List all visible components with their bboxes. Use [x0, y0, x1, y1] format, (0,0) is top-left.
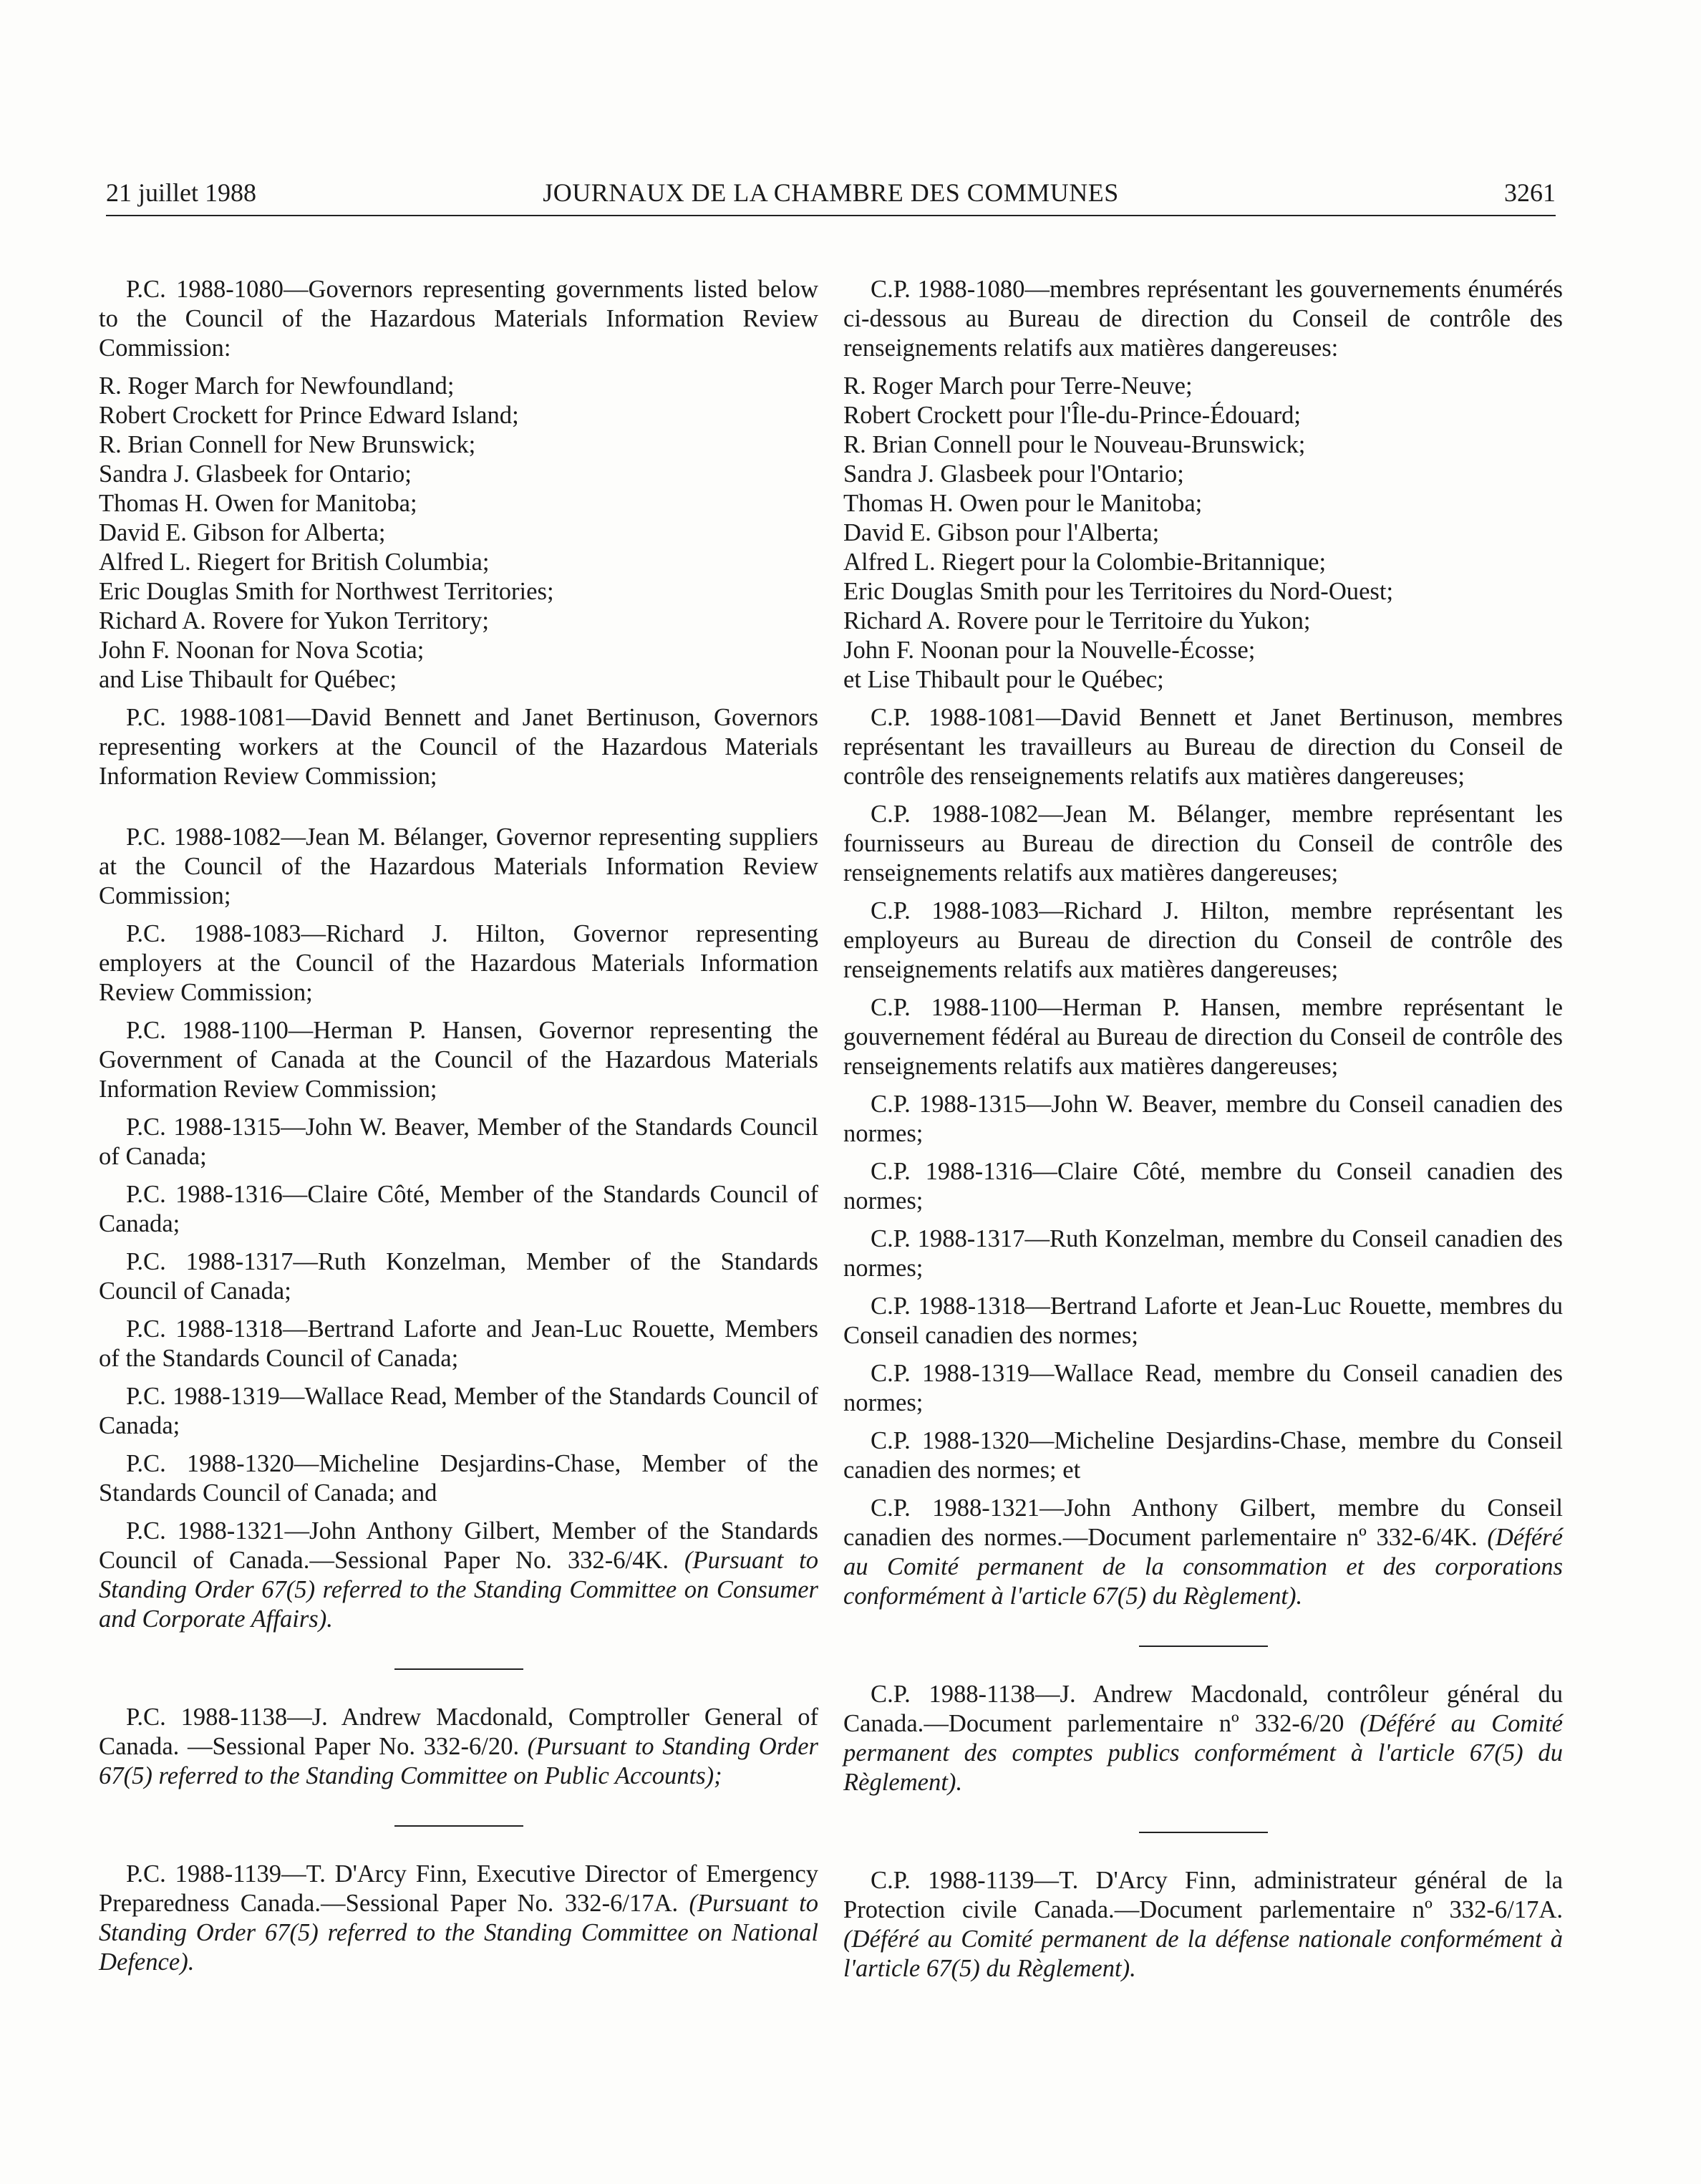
order-1988-1318: P.C. 1988-1318—Bertrand Laforte and Jean-Luc Rouette, Members of the Standards Council of Canada; — [99, 1315, 818, 1372]
order-1988-1080-fr: C.P. 1988-1080—membres représentant les gouvernements énumérés ci-dessous au Bureau de direction du Conseil de contrôle des renseignements relatifs aux matières dangereuses: — [843, 276, 1563, 362]
referral-note: (Pursuant to Standing Order 67(5) referred to the Standing Committee on Consumer and Corporate Affairs). — [99, 1547, 818, 1633]
referral-note: (Déféré au Comité permanent de la consommation et des corporations conformément à l'article 67(5) du Règlement). — [843, 1524, 1563, 1610]
list-item: Eric Douglas Smith for Northwest Territories; — [99, 578, 554, 605]
order-1988-1081: P.C. 1988-1081—David Bennett and Janet Bertinuson, Governors representing workers at the Council of the Hazardous Materials Information Review Commission; — [99, 704, 818, 790]
list-item: Thomas H. Owen pour le Manitoba; — [843, 490, 1203, 517]
list-item: R. Roger March pour Terre-Neuve; — [843, 372, 1193, 400]
governors-list-fr — [843, 372, 1563, 695]
list-item: et Lise Thibault pour le Québec; — [843, 666, 1164, 693]
order-1988-1139 — [99, 1860, 818, 1977]
order-1988-1139-fr — [843, 1866, 1563, 1984]
list-item: Richard A. Rovere pour le Territoire du Yukon; — [843, 607, 1311, 634]
order-1988-1319: P.C. 1988-1319—Wallace Read, Member of the Standards Council of Canada; — [99, 1383, 818, 1439]
order-1988-1320-fr: C.P. 1988-1320—Micheline Desjardins-Chase, membre du Conseil canadien des normes; et — [843, 1427, 1563, 1484]
order-1988-1319-fr: C.P. 1988-1319—Wallace Read, membre du Conseil canadien des normes; — [843, 1360, 1563, 1416]
list-item: Eric Douglas Smith pour les Territoires du Nord-Ouest; — [843, 578, 1394, 605]
referral-note: (Déféré au Comité permanent de la défense nationale conformément à l'article 67(5) du Règlement). — [843, 1926, 1563, 1982]
order-1988-1315-fr: C.P. 1988-1315—John W. Beaver, membre du Conseil canadien des normes; — [843, 1091, 1563, 1147]
section-divider — [1139, 1832, 1268, 1833]
referral-note: (Pursuant to Standing Order 67(5) referred to the Standing Committee on Public Accounts); — [99, 1733, 819, 1789]
referral-note: (Déféré au Comité permanent des comptes publics conformément à l'article 67(5) du Règlement). — [843, 1710, 1563, 1796]
list-item: Alfred L. Riegert pour la Colombie-Britannique; — [843, 549, 1327, 576]
order-1988-1317: P.C. 1988-1317—Ruth Konzelman, Member of the Standards Council of Canada; — [99, 1248, 818, 1305]
running-header — [106, 178, 1556, 216]
order-1988-1320: P.C. 1988-1320—Micheline Desjardins-Chase, Member of the Standards Council of Canada; and — [99, 1450, 818, 1507]
french-column — [843, 275, 1563, 1992]
list-item: Sandra J. Glasbeek pour l'Ontario; — [843, 460, 1184, 488]
list-item: and Lise Thibault for Québec; — [99, 666, 397, 693]
list-item: David E. Gibson for Alberta; — [99, 519, 386, 546]
order-1988-1100-fr: C.P. 1988-1100—Herman P. Hansen, membre représentant le gouvernement fédéral au Bureau de direction du Conseil de contrôle des renseignements relatifs aux matières dangereuses; — [843, 994, 1563, 1080]
order-text: P.C. 1988-1321—John Anthony Gilbert, Member of the Standards Council of Canada.—Sessional Paper No. 332-6/4K. — [99, 1517, 818, 1574]
order-1988-1316: P.C. 1988-1316—Claire Côté, Member of the Standards Council of Canada; — [99, 1181, 818, 1237]
list-item: John F. Noonan for Nova Scotia; — [99, 637, 425, 664]
referral-note: (Pursuant to Standing Order 67(5) referred to the Standing Committee on National Defence). — [99, 1890, 818, 1976]
section-divider — [394, 1668, 523, 1670]
list-item: Robert Crockett pour l'Île-du-Prince-Édouard; — [843, 402, 1302, 429]
order-1988-1100: P.C. 1988-1100—Herman P. Hansen, Governor representing the Government of Canada at the Council of the Hazardous Materials Information Review Commission; — [99, 1017, 818, 1103]
list-item: R. Brian Connell pour le Nouveau-Brunswick; — [843, 431, 1306, 458]
section-divider — [394, 1825, 523, 1827]
list-item: Richard A. Rovere for Yukon Territory; — [99, 607, 489, 634]
order-1988-1138 — [99, 1703, 818, 1791]
list-item: Sandra J. Glasbeek for Ontario; — [99, 460, 412, 488]
order-1988-1082-fr: C.P. 1988-1082—Jean M. Bélanger, membre représentant les fournisseurs au Bureau de direction du Conseil de contrôle des renseignements relatifs aux matières dangereuses; — [843, 801, 1563, 886]
order-1988-1321 — [99, 1517, 818, 1634]
list-item: Thomas H. Owen for Manitoba; — [99, 490, 417, 517]
order-1988-1083-fr: C.P. 1988-1083—Richard J. Hilton, membre représentant les employeurs au Bureau de direction du Conseil de contrôle des renseignements relatifs aux matières dangereuses; — [843, 897, 1563, 983]
order-text: C.P. 1988-1321—John Anthony Gilbert, membre du Conseil canadien des normes.—Document parlementaire nº 332-6/4K. — [843, 1494, 1563, 1551]
order-text: P.C. 1988-1138—J. Andrew Macdonald, Comptroller General of Canada. —Sessional Paper No. 332-6/20. — [99, 1704, 818, 1760]
order-1988-1321-fr — [843, 1494, 1563, 1611]
order-1988-1315: P.C. 1988-1315—John W. Beaver, Member of the Standards Council of Canada; — [99, 1113, 818, 1170]
order-1988-1082: P.C. 1988-1082—Jean M. Bélanger, Governor representing suppliers at the Council of the Hazardous Materials Information Review Commission; — [99, 823, 818, 909]
governors-list — [99, 372, 818, 695]
header-date: 21 juillet 1988 — [106, 178, 256, 207]
order-1988-1080: P.C. 1988-1080—Governors representing governments listed below to the Council of the Hazardous Materials Information Review Commission: — [99, 276, 818, 362]
order-1988-1318-fr: C.P. 1988-1318—Bertrand Laforte et Jean-Luc Rouette, membres du Conseil canadien des normes; — [843, 1292, 1563, 1349]
order-1988-1316-fr: C.P. 1988-1316—Claire Côté, membre du Conseil canadien des normes; — [843, 1158, 1563, 1214]
order-text: P.C. 1988-1139—T. D'Arcy Finn, Executive Director of Emergency Preparedness Canada.—Sessional Paper No. 332-6/17A. — [99, 1860, 818, 1917]
list-item: Alfred L. Riegert for British Columbia; — [99, 549, 490, 576]
header-title: JOURNAUX DE LA CHAMBRE DES COMMUNES — [543, 178, 1119, 207]
english-column — [99, 275, 818, 1986]
order-text: C.P. 1988-1138—J. Andrew Macdonald, contrôleur général du Canada.—Document parlementaire nº 332-6/20 — [843, 1681, 1563, 1737]
list-item: R. Brian Connell for New Brunswick; — [99, 431, 476, 458]
list-item: David E. Gibson pour l'Alberta; — [843, 519, 1160, 546]
list-item: Robert Crockett for Prince Edward Island; — [99, 402, 519, 429]
order-1988-1317-fr: C.P. 1988-1317—Ruth Konzelman, membre du Conseil canadien des normes; — [843, 1225, 1563, 1282]
list-item: R. Roger March for Newfoundland; — [99, 372, 455, 400]
page-number: 3261 — [1504, 178, 1556, 207]
order-text: C.P. 1988-1139—T. D'Arcy Finn, administrateur général de la Protection civile Canada.—Document parlementaire nº 332-6/17A. — [843, 1867, 1563, 1923]
list-item: John F. Noonan pour la Nouvelle-Écosse; — [843, 637, 1256, 664]
order-1988-1083: P.C. 1988-1083—Richard J. Hilton, Governor representing employers at the Council of the Hazardous Materials Information Review Commission; — [99, 920, 818, 1006]
section-divider — [1139, 1646, 1268, 1647]
order-1988-1138-fr — [843, 1680, 1563, 1797]
order-1988-1081-fr: C.P. 1988-1081—David Bennett et Janet Bertinuson, membres représentant les travailleurs au Bureau de direction du Conseil de contrôle des renseignements relatifs aux matières dangereuses; — [843, 704, 1563, 790]
